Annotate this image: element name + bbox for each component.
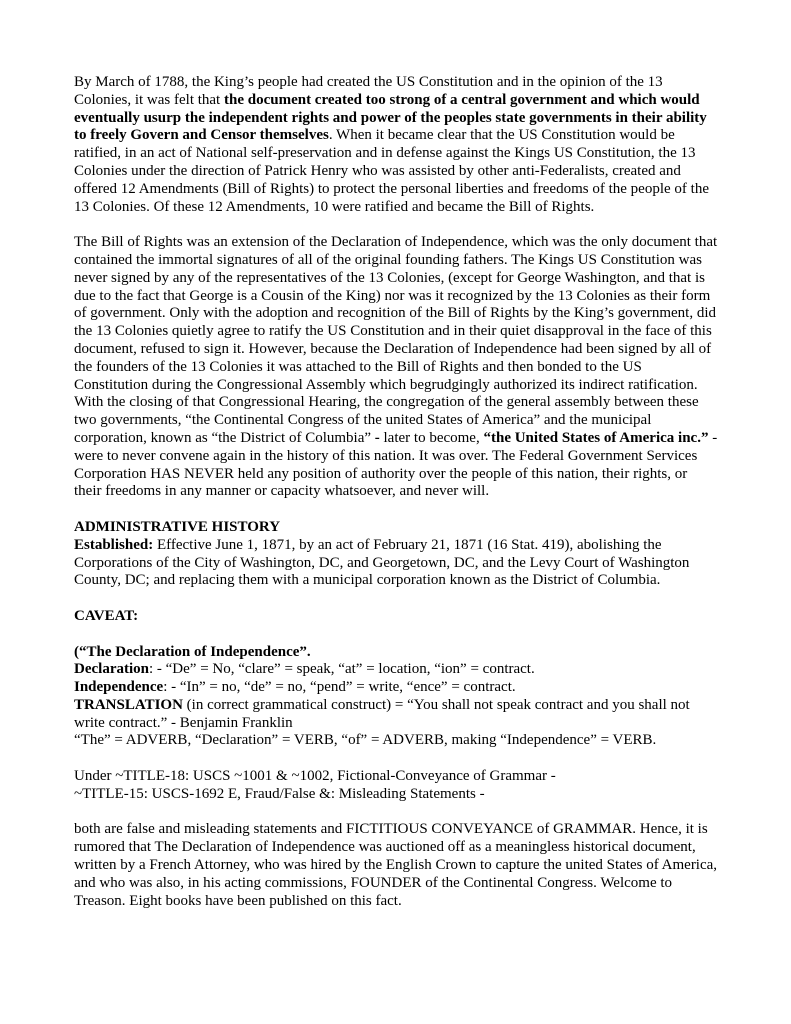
admin-history-established — [74, 537, 718, 590]
paragraph-spacer — [74, 216, 718, 234]
paragraph-text: later to become, — [379, 429, 484, 446]
caveat-declaration-line — [74, 661, 718, 679]
title-reference-line-1: Under ~TITLE-18: USCS ~1001 & ~1002, Fictional-Conveyance of Grammar - — [74, 768, 556, 785]
paragraph-closing: both are false and misleading statements and FICTITIOUS CONVEYANCE of GRAMMAR. Hence, it is rumored that The Declaration of Independence was auctioned off as a meaningless historical document, written by a French Attorney, who was hired by the English Crown to capture the united States of America, and who was also, in his acting commissions, FOUNDER of the Continental Congress. Welcome to Treason. Eight books have been published on this fact. — [74, 821, 718, 909]
established-text: Effective June 1, 1871, by an act of February 21, 1871 (16 Stat. 419), abolishing the Corporations of the City of Washington, DC, and Georgetown, DC, and the Levy Court of Washington County, DC; and replacing them with a municipal corporation known as the District of Columbia. — [74, 536, 690, 589]
caveat-grammar-line: “The” = ADVERB, “Declaration” = VERB, “of” = ADVERB, making “Independence” = VERB. — [74, 732, 657, 749]
declaration-label: Declaration — [74, 661, 149, 678]
caveat-title — [74, 644, 718, 662]
paragraph-text: The Bill of Rights was an extension of the Declaration of Independence, which was the only document that contained the immortal signatures of all of the original founding fathers. The Kings US Constitution was never signed by any of the representatives of the 13 Colonies, (except for George Washington, and that is due to the fact that George is a Cousin of the King) nor was it recognized by the 13 Colonies as their form of government. Only with the adoption and recognition of the Bill of Rights by the King’s government, did the 13 Colonies quietly agree to ratify the US Constitution and in their quiet disapproval in the face of this document, refused to sign it. However, because the Declaration of Independence had been signed by all of the founders of the 13 Colonies it was attached to the Bill of Rights and then bonded to the US Constitution during the Congressional Assembly which begrudgingly authorized its indirect ratification. With the closing of that Congressional Hearing, the congregation of the general assembly between these two governments, “the Continental Congress of the united States of America” and the municipal corporation, known as “the District of Columbia” — [74, 234, 718, 446]
paragraph-bill-of-rights — [74, 234, 718, 501]
bold-dash: - — [374, 429, 380, 446]
paragraph-spacer — [74, 590, 718, 608]
paragraph-text: . When it became clear that the US Constitution would be ratified, in an act of National self-preservation and in defense against the Kings US Constitution, the 13 Colonies under the direction of Patrick Henry who was assisted by other anti-Federalists, created and offered 12 Amendments (Bill of Rights) to protect the personal liberties and freedoms of the people of the 13 Colonies. Of these 12 Amendments, 10 were ratified and became the Bill of Rights. — [74, 127, 709, 215]
title-reference-line-2: ~TITLE-15: USCS-1692 E, Fraud/False &: Misleading Statements - — [74, 785, 485, 802]
paragraph-spacer — [74, 501, 718, 519]
section-heading: CAVEAT: — [74, 607, 139, 624]
caveat-independence-line — [74, 679, 718, 697]
independence-text: : - “In” = no, “de” = no, “pend” = write, “ence” = contract. — [163, 679, 516, 696]
paragraph-spacer — [74, 750, 718, 768]
established-label: Established: — [74, 536, 154, 553]
caveat-title-text: (“The Declaration of Independence”. — [74, 643, 311, 660]
document-page — [74, 74, 718, 910]
declaration-text: : - “De” = No, “clare” = speak, “at” = location, “ion” = contract. — [148, 661, 535, 678]
caveat-heading — [74, 608, 718, 626]
paragraph-text: By March of 1788, the King’s people had created the US Constitution and in the opinion of the 13 Colonies, it was felt that — [74, 74, 663, 108]
paragraph-spacer — [74, 626, 718, 644]
translation-label: TRANSLATION — [74, 696, 183, 713]
paragraph-text: - were to never convene again in the history of this nation. It was over. The Federal Government Services Corporation HAS NEVER held any position of authority over the people of this nation, their rights, or their freedoms in any manner or capacity whatsoever, and never will. — [74, 429, 718, 500]
section-heading: ADMINISTRATIVE HISTORY — [74, 518, 281, 535]
translation-text: (in correct grammatical construct) = “You shall not speak contract and you shall not write contract.” - Benjamin Franklin — [74, 696, 690, 731]
admin-history-heading — [74, 519, 718, 537]
independence-label: Independence — [74, 679, 164, 696]
paragraph-constitution-1788 — [74, 74, 718, 216]
bold-phrase: the document created too strong of a central government and which would eventually usurp the independent rights and power of the peoples state governments in their ability to freely Govern and Censor themselves — [74, 91, 707, 144]
caveat-translation-line — [74, 697, 718, 733]
bold-phrase: “the United States of America inc.” — [483, 429, 709, 446]
paragraph-spacer — [74, 804, 718, 822]
